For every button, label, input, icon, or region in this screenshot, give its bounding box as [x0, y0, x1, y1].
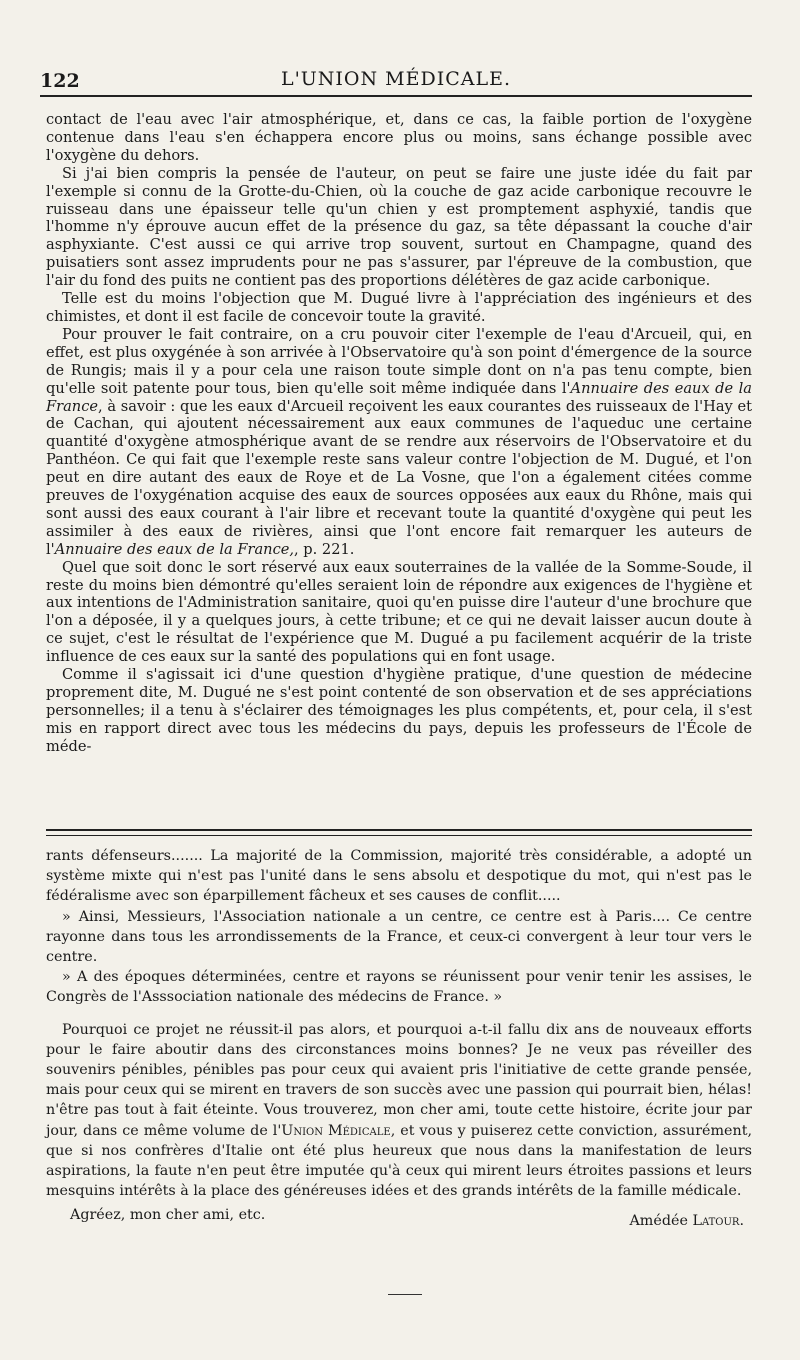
- running-title: L'UNION MÉDICALE.: [280, 68, 512, 90]
- page-header: [40, 62, 752, 92]
- paragraph-4-part-b: , à savoir : que les eaux d'Arcueil reçoivent les eaux courantes des ruisseaux de l'Hay et de Cachan, qui ajoutent nécessairement aux eaux communes de l'aqueduc une certaine quantité d'oxygène atmosphérique avant de se rendre aux réservoirs de l'Observatoire et du Panthéon. Ce qui fait que l'exemple reste sans valeur contre l'objection de M. Dugué, et l'on peut en dire autant des eaux de Roye et de La Vosne, que l'on a également citées comme preuves de l'oxygénation acquise des eaux de sources opposées aux eaux du Rhône, mais qui sont aussi des eaux courant à l'air libre et recevant toute la quantité d'oxygène qui peut les assimiler à des eaux de rivières, ainsi que l'ont encore fait remarquer les auteurs de l': [46, 397, 752, 558]
- footnote-paragraph-3: » A des époques déterminées, centre et rayons se réunissent pour venir tenir les assises, le Congrès de l'Asssociation nationale des médecins de France. »: [46, 969, 752, 1006]
- header-rule: [40, 95, 752, 97]
- footnote: [46, 846, 752, 1230]
- annuaire-title-2: Annuaire des eaux de la France,: [54, 540, 295, 558]
- paragraph-1: contact de l'eau avec l'air atmosphérique, et, dans ce cas, la faible portion de l'oxygène contenue dans l'eau s'en échappera encore plus ou moins, sans échange possible avec l'oxygène du dehors.: [46, 111, 752, 164]
- paragraph-3: Telle est du moins l'objection que M. Dugué livre à l'appréciation des ingénieurs et des chimistes, et dont il est facile de concevoir toute la gravité.: [46, 290, 752, 325]
- footnote-separator: [46, 829, 752, 836]
- footnote-paragraph-1: rants défenseurs....... La majorité de la Commission, majorité très considérable, a adopté un système mixte qui n'est pas l'unité dans le sens absolu et despotique du mot, qui n'est pas le fédéralisme avec son éparpillement fâcheux et ses causes de conflit.....: [46, 848, 752, 905]
- paragraph-4: [46, 326, 752, 559]
- paragraph-4-part-c: , p. 221.: [294, 540, 355, 558]
- footnote-paragraph-2: » Ainsi, Messieurs, l'Association nationale a un centre, ce centre est à Paris.... Ce centre rayonne dans tous les arrondissements de la France, et ceux-ci convergent à leur tour vers le centre.: [46, 908, 752, 966]
- page-number: 122: [40, 70, 80, 92]
- paragraph-2: Si j'ai bien compris la pensée de l'auteur, on peut se faire une juste idée du fait par l'exemple si connu de la Grotte-du-Chien, où la couche de gaz acide carbonique recouvre le ruisseau dans une épaisseur telle qu'un chien y est promptement asphyxié, tandis que l'homme n'y éprouve aucun effet de la présence du gaz, sa tête dépassant la couche d'air asphyxiante. C'est aussi ce qui arrive trop souvent, surtout en Champagne, quand des puisatiers sont assez imprudents pour ne pas s'assurer, par l'épreuve de la combustion, que l'air du fond des puits ne contient pas des proportions délétères de gaz acide carbonique.: [46, 164, 752, 290]
- annuaire-title-1: Annuaire des eaux de la France: [46, 379, 753, 415]
- paragraph-6: Comme il s'agissait ici d'une question d'hygiène pratique, d'une question de médecine proprement dite, M. Dugué ne s'est point contenté de son observation et de ses appréciations personnelles; il a tenu à s'éclairer des témoignages les plus compétents, et, pour cela, il s'est mis en rapport direct avec tous les médecins du pays, depuis les professeurs de l'École de méde-: [46, 666, 752, 755]
- journal-name: Union Médicale: [281, 1122, 391, 1139]
- signature-last-name: Latour.: [692, 1213, 744, 1230]
- paragraph-5: Quel que soit donc le sort réservé aux eaux souterraines de la vallée de la Somme-Soude, il reste du moins bien démontré qu'elles seraient loin de répondre aux exigences de l'hygiène et aux intentions de l'Administration sanitaire, quoi qu'en puisse dire l'auteur d'une brochure que l'on a déposée, il y a quelques jours, à cette tribune; et ce qui ne devait laisser aucun doute à ce sujet, c'est le résultat de l'expérience que M. Dugué a pu facilement acquérir de la triste influence de ces eaux sur la santé des populations qui en font usage.: [46, 558, 752, 666]
- closing-salutation: Agréez, mon cher ami, etc.: [70, 1207, 266, 1224]
- footer-rule: [388, 1294, 422, 1295]
- signature: [629, 1211, 744, 1231]
- main-text: [46, 111, 752, 756]
- footnote-4-part-a: Pourquoi ce projet ne réussit-il pas alors, et pourquoi a-t-il fallu dix ans de nouveaux efforts pour le faire aboutir dans des circonstances moins bonnes? Je ne veux pas réveiller des souvenirs pénibles, pénibles pas pour ceux qui avaient pris l'initiative de cette grande pensée, mais pour ceux qui se mirent en travers de son succès avec une passion qui pourrait bien, hélas! n'être pas tout à fait éteinte. Vous trouverez, mon cher ami, toute cette histoire, écrite jour par jour, dans ce même volume de l': [46, 1021, 752, 1139]
- footnote-4-part-b: , et vous y puiserez cette conviction, assurément, que si nos confrères d'Italie ont été plus heureux que nous dans la manifestation de leurs aspirations, la faute n'en peut être imputée qu'à ceux qui mirent leurs étroites passions et leurs mesquins intérêts à la place des généreuses idées et des grands intérêts de la famille médicale.: [46, 1122, 752, 1200]
- paragraph-4-part-a: Pour prouver le fait contraire, on a cru pouvoir citer l'exemple de l'eau d'Arcueil, qui, en effet, est plus oxygénée à son arrivée à l'Observatoire qu'à son point d'émergence de la source de Rungis; mais il y a pour cela une raison toute simple dont on n'a pas tenu compte, bien qu'elle soit patente pour tous, bien qu'elle soit même indiquée dans l': [46, 325, 752, 397]
- signature-first-name: Amédée: [629, 1213, 688, 1230]
- footnote-paragraph-4: [46, 1020, 752, 1202]
- signature-line: [46, 1205, 752, 1230]
